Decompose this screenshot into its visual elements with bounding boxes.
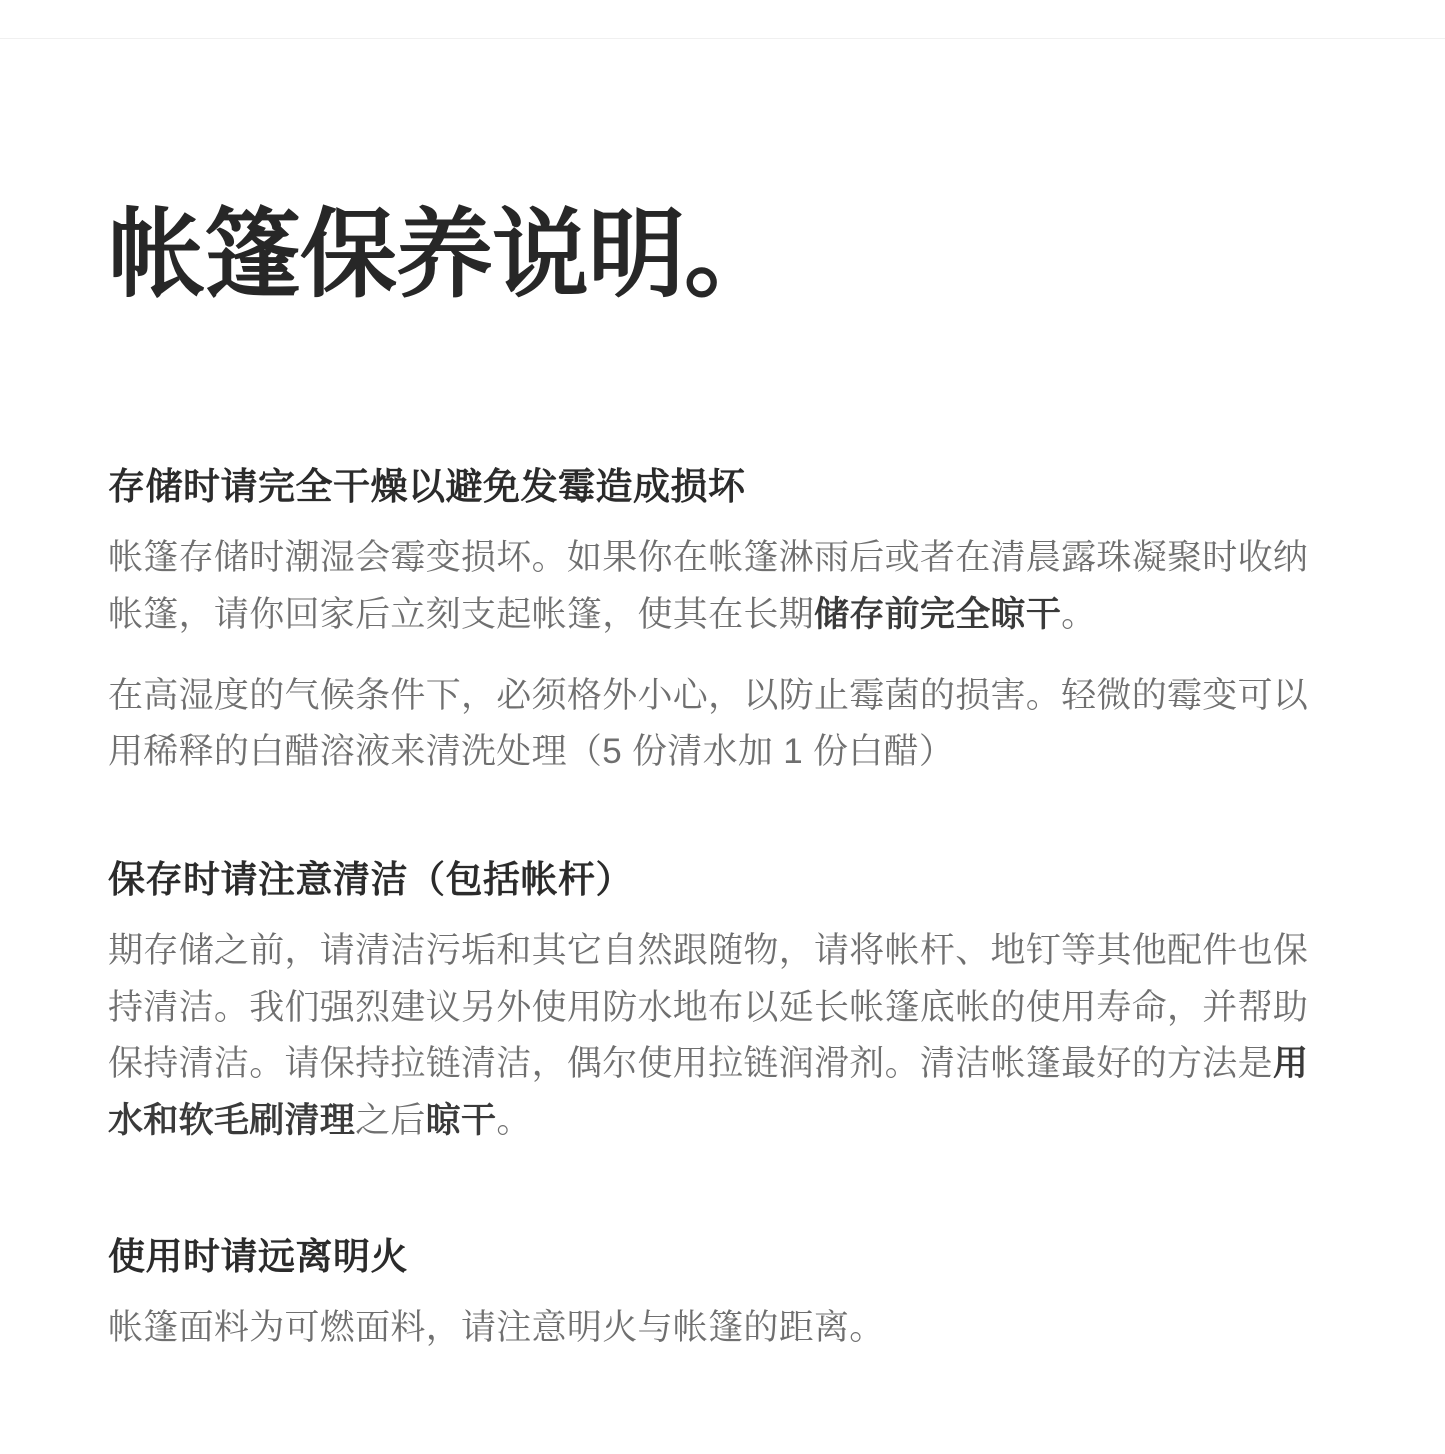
section-heading: 保存时请注意清洁（包括帐杆） — [108, 859, 633, 901]
emphasis-text: 储存前完全晾干 — [814, 594, 1062, 634]
body-text: 。 — [496, 1101, 532, 1141]
section-dry-storage — [108, 462, 1323, 781]
section-list — [108, 462, 1323, 1356]
page-title: 帐篷保养说明。 — [108, 200, 780, 309]
body-text: 之后 — [355, 1101, 426, 1141]
emphasis-text: 晾干 — [425, 1101, 497, 1141]
body-text: 帐篷面料为可燃面料，请注意明火与帐篷的距离。 — [108, 1307, 885, 1347]
body-text: 帐篷存储时潮湿会霉变损坏。如果你在帐篷淋雨后或者在清晨露珠凝聚时收纳帐篷，请你回家后立刻支起帐篷，使其在长期 — [108, 538, 1309, 634]
section-paragraph — [108, 668, 1323, 781]
body-text: 期存储之前，请清洁污垢和其它自然跟随物，请将帐杆、地钉等其他配件也保持清洁。我们强烈建议另外使用防水地布以延长帐篷底帐的使用寿命，并帮助保持清洁。请保持拉链清洁，偶尔使用拉链润滑剂。清洁帐篷最好的方法是 — [108, 930, 1309, 1084]
body-text: 。 — [1061, 594, 1097, 634]
section-keep-away-from-fire — [108, 1232, 1323, 1357]
document-content — [108, 0, 1323, 1356]
section-paragraph — [108, 923, 1323, 1150]
section-heading: 存储时请完全干燥以避免发霉造成损坏 — [108, 466, 746, 508]
section-heading: 使用时请远离明火 — [108, 1235, 408, 1277]
emphasis-text: 用水和软毛刷清理 — [108, 1044, 1309, 1141]
section-paragraph — [108, 1300, 1323, 1357]
section-cleanliness — [108, 855, 1323, 1150]
body-text: 在高湿度的气候条件下，必须格外小心，以防止霉菌的损害。轻微的霉变可以用稀释的白醋溶液来清洗处理（5 份清水加 1 份白醋） — [108, 675, 1309, 772]
section-paragraph — [108, 530, 1323, 643]
